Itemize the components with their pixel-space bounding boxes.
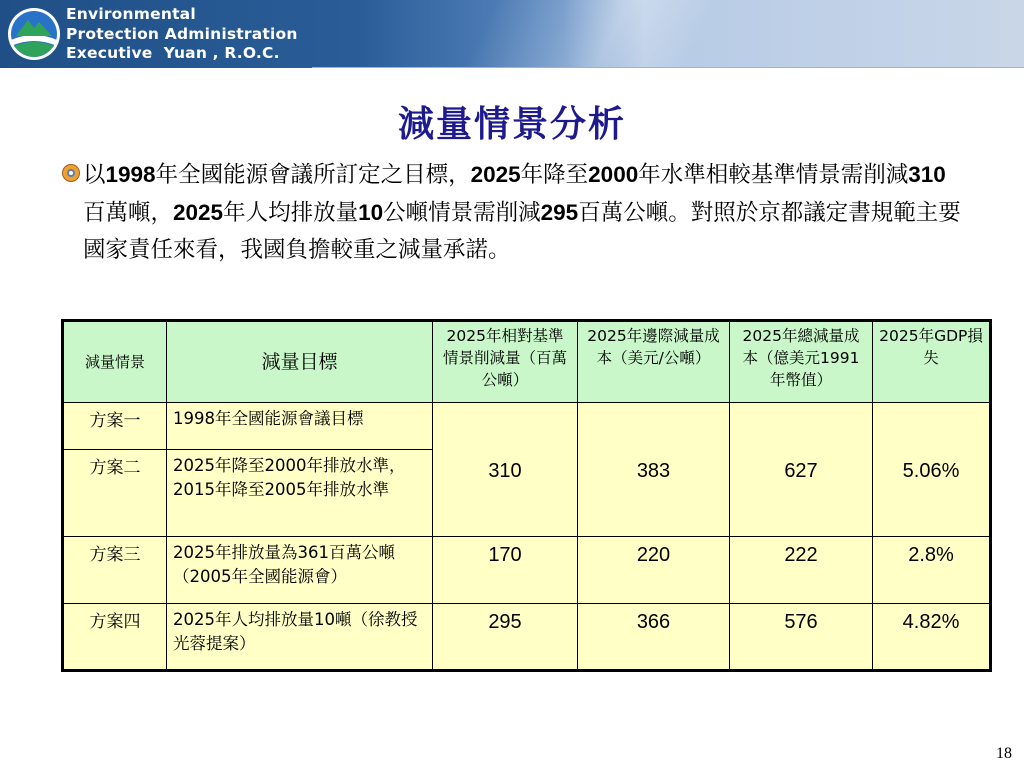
marginal-cost-value: 366 (578, 604, 730, 671)
bullet-number: 295 (540, 200, 579, 225)
header-banner (0, 0, 1024, 68)
bullet-number: 2025 (173, 200, 224, 225)
total-cost-value: 576 (730, 604, 873, 671)
bullet-number: 2000 (588, 162, 639, 187)
org-line-3: Executive Yuan , R.O.C. (66, 44, 280, 62)
gdp-loss-value: 2.8% (873, 537, 991, 604)
total-cost-value: 627 (730, 403, 873, 537)
epa-logo-icon (6, 6, 62, 62)
page-number: 18 (996, 745, 1012, 762)
header-marginal-cost: 2025年邊際減量成本（美元/公噸） (578, 321, 730, 403)
scenario-target: 2025年降至2000年排放水準，2015年降至2005年排放水準 (167, 450, 433, 537)
scenario-table (61, 319, 992, 672)
slide-title: 減量情景分析 (397, 104, 626, 145)
header-reduction: 2025年相對基準情景削減量（百萬公噸） (433, 321, 578, 403)
bullet-text-run: 以 (83, 162, 106, 188)
bullet-text-run: 年水準相較基準情景需削減 (638, 162, 909, 188)
table-header-row (63, 321, 991, 403)
org-line-2: Protection Administration (66, 24, 298, 43)
bullet-text-run: 百萬公噸。對照於京都議定書規範主要國家責任來看，我國負擔較重之減量承諾。 (83, 200, 961, 263)
bullet-text-run: 年降至 (520, 162, 589, 188)
bullet-number: 2025 (470, 162, 521, 187)
bullet-paragraph (83, 156, 968, 269)
reduction-value: 310 (433, 403, 578, 537)
header-total-cost: 2025年總減量成本（億美元1991年幣值） (730, 321, 873, 403)
bullet-number: 310 (908, 162, 946, 187)
bullet-text-run: 百萬噸， (83, 200, 174, 226)
org-line-1: Environmental (66, 5, 196, 23)
header-scenario: 減量情景 (63, 321, 167, 403)
header-target: 減量目標 (167, 321, 433, 403)
bullet-text-run: 年人均排放量 (223, 200, 359, 226)
bullet-number: 10 (358, 200, 384, 225)
scenario-name: 方案二 (63, 450, 167, 537)
banner-underline (312, 67, 1024, 68)
total-cost-value: 222 (730, 537, 873, 604)
reduction-value: 295 (433, 604, 578, 671)
gdp-loss-value: 4.82% (873, 604, 991, 671)
scenario-name: 方案四 (63, 604, 167, 671)
bullet-number: 1998 (105, 162, 156, 187)
header-gdp-loss: 2025年GDP損失 (873, 321, 991, 403)
scenario-target: 2025年人均排放量10噸（徐教授光蓉提案） (167, 604, 433, 671)
table-row (63, 604, 991, 671)
scenario-target: 2025年排放量為361百萬公噸（2005年全國能源會） (167, 537, 433, 604)
table-row (63, 403, 991, 450)
scenario-name: 方案三 (63, 537, 167, 604)
reduction-value: 170 (433, 537, 578, 604)
marginal-cost-value: 220 (578, 537, 730, 604)
marginal-cost-value: 383 (578, 403, 730, 537)
circle-bullet-icon (61, 163, 81, 183)
scenario-name: 方案一 (63, 403, 167, 450)
scenario-target: 1998年全國能源會議目標 (167, 403, 433, 450)
gdp-loss-value: 5.06% (873, 403, 991, 537)
banner-highlight (464, 0, 716, 68)
organization-name (66, 5, 298, 64)
bullet-text-run: 公噸情景需削減 (383, 200, 541, 226)
bullet-text-run: 年全國能源會議所訂定之目標， (155, 162, 471, 188)
table-row (63, 537, 991, 604)
